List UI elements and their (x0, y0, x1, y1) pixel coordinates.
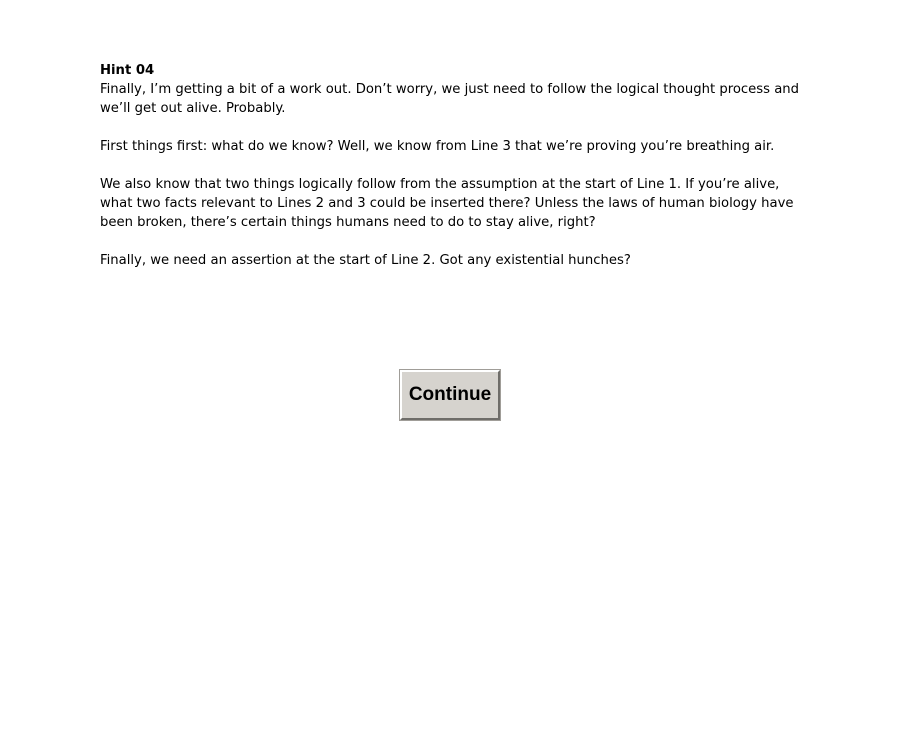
hint-paragraph-3: We also know that two things logically follow from the assumption at the start of Line 1. If you’re alive, what two facts relevant to Lines 2 and 3 could be inserted there? Unless the laws of human biology have been broken, there’s certain things humans need to do to stay alive, right? (100, 177, 794, 230)
continue-button[interactable]: Continue (400, 370, 500, 420)
hint-paragraph-1: Finally, I’m getting a bit of a work out. Don’t worry, we just need to follow the logical thought process and we’ll get out alive. Probably. (100, 82, 800, 116)
hint-paragraph-2: First things first: what do we know? Well, we know from Line 3 that we’re proving you’re breathing air. (100, 139, 775, 154)
hint-paragraph-4: Finally, we need an assertion at the start of Line 2. Got any existential hunches? (100, 253, 631, 268)
hint-title: Hint 04 (100, 63, 155, 78)
hint-content (100, 61, 800, 289)
